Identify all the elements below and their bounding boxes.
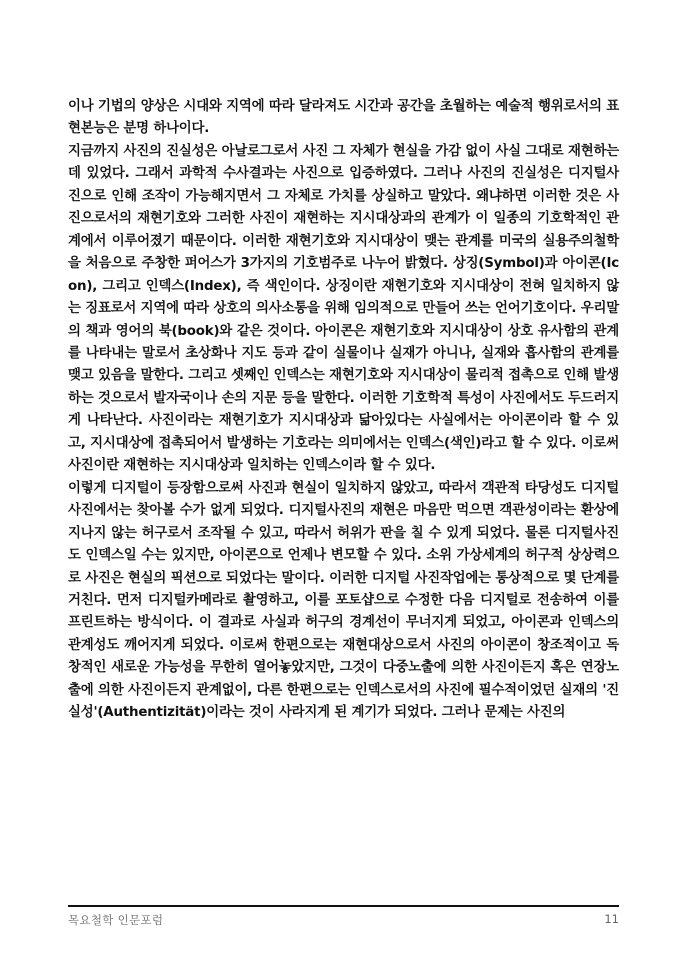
footer-publication-name: 목요철학 인문포럼	[68, 913, 164, 927]
paragraph-2: 지금까지 사진의 진실성은 아날로그로서 사진 그 자체가 현실을 가감 없이 사실 그대로 재현하는데 있었다. 그래서 과학적 수사결과는 사진으로 입증하였다. 그러나 사진의 진실성은 디지털사진으로 인해 조작이 가능해지면서 그 자체로 가치를 상실하고 말았다. 왜냐하면 이러한 것은 사진으로서의 재현기호와 그러한 사진이 재현하는 지시대상과의 관계가 이 일종의 기호학적인 관계에서 이루어졌기 때문이다. 이러한 재현기호와 지시대상이 맺는 관계를 미국의 실용주의철학을 처음으로 주창한 퍼어스가 3가지의 기호범주로 나누어 밝혔다. 상징(Symbol)과 아이콘(Icon), 그리고 인덱스(Index), 즉 색인이다. 상징이란 재현기호와 지시대상이 전혀 일치하지 않는 징표로서 지역에 따라 상호의 의사소통을 위해 임의적으로 만들어 쓰는 언어기호이다. 우리말의 책과 영어의 북(book)와 같은 것이다. 아이콘은 재현기호와 지시대상이 상호 유사함의 관계를 나타내는 말로서 초상화나 지도 등과 같이 실물이나 실재가 아니나, 실재와 흡사함의 관계를 맺고 있음을 말한다. 그리고 셋째인 인덱스는 재현기호와 지시대상이 물리적 접촉으로 인해 발생하는 것으로서 발자국이나 손의 지문 등을 말한다. 이러한 기호학적 특성이 사진에서도 두드러지게 나타난다. 사진이라는 재현기호가 지시대상과 닮아있다는 사실에서는 아이콘이라 할 수 있고, 지시대상에 접촉되어서 발생하는 기호라는 의미에서는 인덱스(색인)라고 할 수 있다. 이로써 사진이란 재현하는 지시대상과 일치하는 인덱스이라 할 수 있다.	[68, 143, 619, 474]
paragraph-1: 이나 기법의 양상은 시대와 지역에 따라 달라져도 시간과 공간을 초월하는 예술적 행위로서의 표현본능은 분명 하나이다.	[68, 99, 619, 137]
paragraph-3: 이렇게 디지털이 등장함으로써 사진과 현실이 일치하지 않았고, 따라서 객관적 타당성도 디지털사진에서는 찾아볼 수가 없게 되었다. 디지털사진의 재현은 마음만 먹으면 객관성이라는 환상에 지나지 않는 허구로서 조작될 수 있고, 따라서 허위가 판을 칠 수 있게 되었다. 물론 디지털사진도 인덱스일 수는 있지만, 아이콘으로 언제나 변모할 수 있다. 소위 가상세계의 허구적 상상력으로 사진은 현실의 픽션으로 되었다는 말이다. 이러한 디지털 사진작업에는 통상적으로 몇 단계를 거친다. 먼저 디지털카메라로 촬영하고, 이를 포토샵으로 수정한 다음 디지털로 전송하여 이를 프린트하는 방식이다. 이 결과로 사실과 허구의 경계선이 무너지게 되었고, 아이콘과 인덱스의 관계성도 깨어지게 되었다. 이로써 한편으로는 재현대상으로서 사진의 아이콘이 창조적이고 독창적인 새로운 가능성을 무한히 열어놓았지만, 그것이 다중노출에 의한 사진이든지 혹은 연장노출에 의한 사진이든지 관계없이, 다른 한편으로는 인덱스로서의 사진에 필수적이었던 실재의 '진실성'(Authentizität)이라는 것이 사라지게 된 계기가 되었다. 그러나 문제는 사진의	[68, 480, 619, 721]
body-text	[68, 96, 619, 725]
footer-divider	[68, 905, 619, 907]
page-number: 11	[604, 912, 619, 926]
